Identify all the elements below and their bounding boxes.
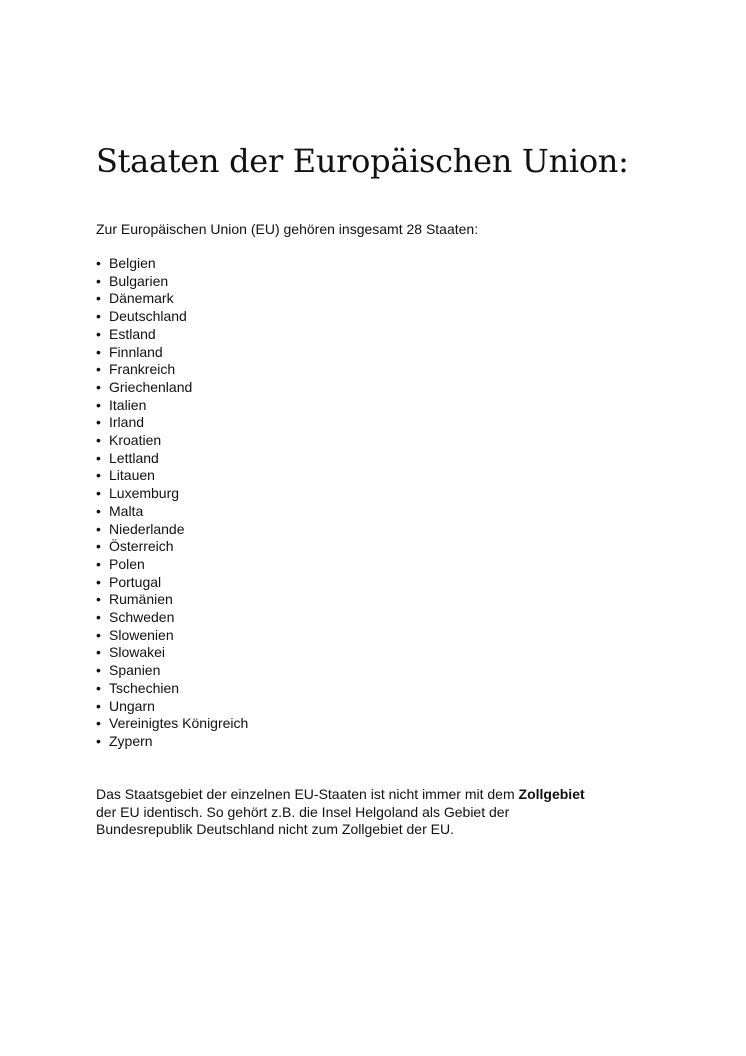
bullet: •	[96, 255, 101, 271]
country-name: Polen	[109, 555, 145, 572]
bullet: •	[96, 467, 101, 484]
customs-note	[96, 786, 656, 839]
country-name: Belgien	[109, 255, 156, 271]
country-name: Schweden	[109, 609, 175, 626]
bullet: •	[96, 555, 101, 572]
bullet: •	[96, 697, 101, 714]
list-item	[96, 574, 248, 592]
page-title: Staaten der Europäischen Union:	[96, 142, 629, 180]
country-name: Kroatien	[109, 432, 162, 449]
list-item	[96, 414, 248, 432]
list-item	[96, 591, 248, 609]
list-item	[96, 698, 248, 716]
list-item	[96, 432, 248, 450]
note-line-3: Bundesrepublik Deutschland nicht zum Zollgebiet der EU.	[96, 821, 454, 837]
bullet: •	[96, 662, 101, 679]
bullet: •	[96, 732, 101, 749]
country-list	[96, 255, 248, 751]
country-name: Bulgarien	[109, 272, 169, 289]
list-item	[96, 627, 248, 645]
list-item	[96, 255, 248, 273]
bullet: •	[96, 485, 101, 502]
list-item	[96, 538, 248, 556]
list-item	[96, 326, 248, 344]
list-item	[96, 644, 248, 662]
country-name: Frankreich	[109, 361, 176, 378]
bullet: •	[96, 325, 101, 342]
list-item	[96, 379, 248, 397]
list-item	[96, 556, 248, 574]
bullet: •	[96, 449, 101, 466]
bullet: •	[96, 290, 101, 307]
list-item	[96, 467, 248, 485]
country-name: Irland	[109, 414, 145, 431]
list-item	[96, 290, 248, 308]
country-name: Ungarn	[109, 697, 155, 714]
list-item	[96, 733, 248, 751]
list-item	[96, 715, 248, 733]
country-name: Tschechien	[109, 679, 180, 696]
country-name: Slowakei	[109, 644, 166, 661]
bullet: •	[96, 502, 101, 519]
country-name: Luxemburg	[109, 485, 180, 502]
bullet: •	[96, 679, 101, 696]
country-name: Österreich	[109, 538, 174, 555]
bullet: •	[96, 609, 101, 626]
country-name: Portugal	[109, 573, 162, 590]
list-item	[96, 485, 248, 503]
country-name: Niederlande	[109, 520, 185, 537]
list-item	[96, 503, 248, 521]
list-item	[96, 521, 248, 539]
bullet: •	[96, 573, 101, 590]
list-item	[96, 609, 248, 627]
country-name: Spanien	[109, 662, 161, 679]
intro-text: Zur Europäischen Union (EU) gehören insgesamt 28 Staaten:	[96, 221, 479, 237]
country-name: Griechenland	[109, 378, 193, 395]
country-name: Slowenien	[109, 626, 174, 643]
bullet: •	[96, 591, 101, 608]
bullet: •	[96, 414, 101, 431]
country-name: Vereinigtes Königreich	[109, 715, 249, 732]
bullet: •	[96, 644, 101, 661]
country-name: Zypern	[109, 732, 153, 749]
country-name: Deutschland	[109, 308, 187, 325]
list-item	[96, 680, 248, 698]
bullet: •	[96, 378, 101, 395]
bullet: •	[96, 538, 101, 555]
note-bold-term: Zollgebiet	[518, 786, 585, 802]
country-name: Rumänien	[109, 591, 173, 608]
list-item	[96, 662, 248, 680]
list-item	[96, 344, 248, 362]
country-name: Estland	[109, 325, 156, 342]
bullet: •	[96, 432, 101, 449]
country-name: Italien	[109, 396, 147, 413]
bullet: •	[96, 396, 101, 413]
list-item	[96, 361, 248, 379]
list-item	[96, 450, 248, 468]
note-line-1-text: Das Staatsgebiet der einzelnen EU-Staaten ist nicht immer mit dem	[96, 786, 519, 802]
bullet: •	[96, 272, 101, 289]
bullet: •	[96, 361, 101, 378]
note-line-1	[96, 786, 656, 804]
bullet: •	[96, 520, 101, 537]
bullet: •	[96, 626, 101, 643]
bullet: •	[96, 343, 101, 360]
country-name: Dänemark	[109, 290, 174, 307]
bullet: •	[96, 715, 101, 732]
country-name: Finnland	[109, 343, 163, 360]
country-name: Litauen	[109, 467, 155, 484]
list-item	[96, 397, 248, 415]
note-line-2: der EU identisch. So gehört z.B. die Insel Helgoland als Gebiet der	[96, 803, 510, 820]
country-name: Lettland	[109, 449, 159, 466]
country-name: Malta	[109, 502, 144, 519]
list-item	[96, 273, 248, 291]
list-item	[96, 308, 248, 326]
bullet: •	[96, 308, 101, 325]
